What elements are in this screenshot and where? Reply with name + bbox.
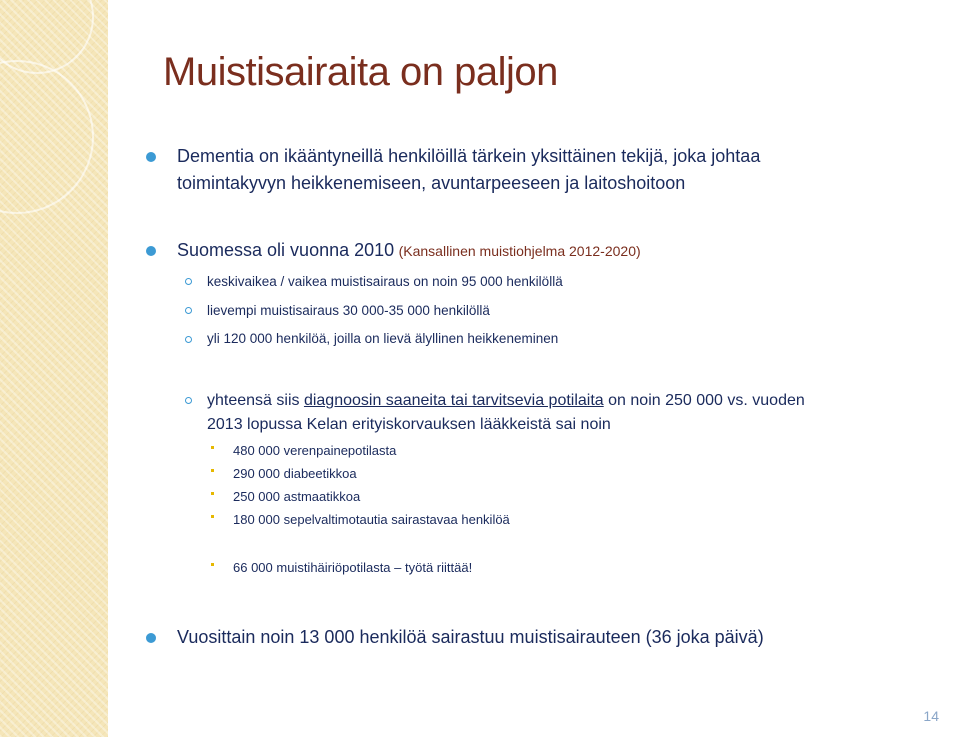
sub-bullet-3: yli 120 000 henkilöä, joilla on lievä älyllinen heikkeneminen [207, 331, 559, 346]
bullet-3: Vuosittain noin 13 000 henkilöä sairastuu muistisairauteen (36 joka päivä) [177, 627, 764, 647]
sub-sub-item-5: 66 000 muistihäiriöpotilasta – työtä riittää! [233, 560, 473, 575]
decorative-side-strip [0, 0, 108, 737]
bullet-dot [146, 152, 156, 162]
decorative-circle [0, 0, 94, 74]
sub-bullet-4-underlined: diagnoosin saaneita tai tarvitsevia potilaita [303, 392, 604, 409]
sub-bullet-4-pre: yhteensä siis [207, 392, 300, 409]
sub-bullet-1: keskivaikea / vaikea muistisairaus on noin 95 000 henkilöllä [207, 274, 563, 289]
sub-sub-bullet [211, 446, 214, 449]
bullet-dot [146, 633, 156, 643]
sub-bullet-ring [185, 336, 192, 343]
sub-sub-item-2: 290 000 diabeetikkoa [233, 466, 357, 481]
bullet-2-main-text: Suomessa oli vuonna 2010 [177, 240, 395, 260]
sub-sub-bullet [211, 563, 214, 566]
bullet-1-line-1: Dementia on ikääntyneillä henkilöillä tärkein yksittäinen tekijä, joka johtaa [177, 146, 761, 166]
sub-bullet-ring [185, 278, 192, 285]
slide-title: Muistisairaita on paljon [163, 50, 558, 94]
sub-sub-bullet [211, 492, 214, 495]
sub-bullet-4-post: on noin 250 000 vs. vuoden [608, 392, 805, 409]
sub-sub-item-4: 180 000 sepelvaltimotautia sairastavaa henkilöä [233, 512, 510, 527]
bullet-2-line [177, 240, 641, 261]
sub-bullet-4-line-2: 2013 lopussa Kelan erityiskorvauksen lääkkeistä sai noin [207, 416, 611, 433]
page-number: 14 [923, 708, 939, 724]
sub-bullet-ring [185, 307, 192, 314]
sub-sub-bullet [211, 469, 214, 472]
decorative-circle [0, 60, 94, 214]
bullet-1-line-2: toimintakyvyn heikkenemiseen, avuntarpeeseen ja laitoshoitoon [177, 173, 686, 193]
sub-sub-bullet [211, 515, 214, 518]
sub-sub-item-1: 480 000 verenpainepotilasta [233, 443, 397, 458]
sub-bullet-2: lievempi muistisairaus 30 000-35 000 henkilöllä [207, 303, 490, 318]
sub-bullet-ring [185, 397, 192, 404]
sub-bullet-4-line-1 [207, 392, 805, 410]
bullet-dot [146, 246, 156, 256]
sub-sub-item-3: 250 000 astmaatikkoa [233, 489, 361, 504]
bullet-2-source: (Kansallinen muistiohjelma 2012-2020) [398, 243, 641, 259]
